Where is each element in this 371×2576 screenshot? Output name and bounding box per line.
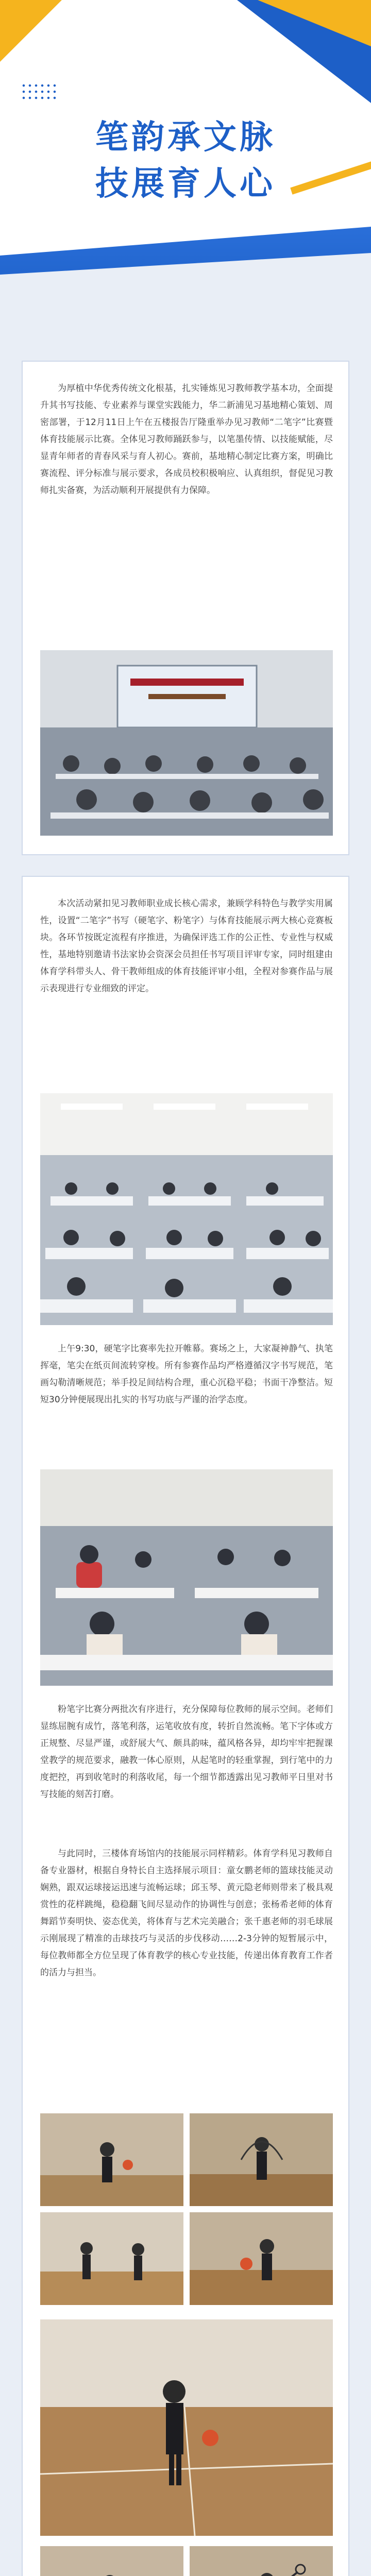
header-dot-pattern <box>21 82 57 101</box>
photo-sports-1 <box>40 2113 183 2206</box>
page-title-line2: 技展育人心 <box>95 165 276 203</box>
photo-dance <box>40 2546 183 2576</box>
photo-sports-2 <box>190 2113 333 2206</box>
photo-badminton <box>190 2546 333 2576</box>
photo-handwriting-contest <box>40 1469 333 1686</box>
sports-skills-paragraph: 与此同时，三楼体育场馆内的技能展示同样精彩。体育学科见习教师自备专业器材，根据自身特长自主选择展示项目：童女鹏老师的篮球技能灵动娴熟，跟双运球接运迅速与流畅运球；邱玉琴、黄元隐老师则带来了极具观赏性的花样跳绳，稳稳翻飞间尽显动作的协调性与创意；张杨希老师的体育舞蹈节奏明快、姿态优美，将体育与艺术完美融合；张千惠老师的羽毛球展示刚展现了精准的击球技巧与灵活的步伐移动……2-3分钟的短暂展示中，每位教师都全方位呈现了体育教学的核心专业技能，传递出体育教育工作者的活力与担当。 <box>40 1849 333 1978</box>
intro-paragraph: 为厚植中华优秀传统文化根基，扎实锤炼见习教师教学基本功，全面提升其书写技能、专业素养与课堂实践能力，华二新浦见习基地精心策划、周密部署，于12月11日上午在五楼报告厅隆重举办见习教师“二笔字”比赛暨体育技能展示比赛。全体见习教师踊跃参与，以笔墨传情、以技能赋能，尽显青年师者的青春风采与育人初心。赛前，基地精心制定比赛方案，明确比赛流程、评分标准与展示要求，各成员校积极响应、认真组织，督促见习教师扎实备赛，为活动顺利开展提供有力保障。 <box>40 383 333 496</box>
header-banner <box>0 0 371 309</box>
photo-sports-performance <box>40 2319 333 2536</box>
photo-sports-3 <box>40 2212 183 2305</box>
photo-sports-4 <box>190 2212 333 2305</box>
photo-auditorium <box>40 650 333 836</box>
header-yellow-left-corner <box>0 0 62 62</box>
header-yellow-corner <box>258 0 371 46</box>
intro-card <box>22 361 349 855</box>
handwriting-paragraph: 上午9:30，硬笔字比赛率先拉开帷幕。赛场之上，大家凝神静气、执笔挥毫，笔尖在纸页间流转穿梭。所有参赛作品均严格遵循汉字书写规范，笔画勾勒清晰规范；举手投足间结构合理，重心沉稳平稳；书面干净整洁。短短30分钟便展现出扎实的书写功底与严谨的治学态度。 <box>40 1344 333 1405</box>
format-paragraph: 本次活动紧扣见习教师职业成长核心需求，兼顾学科特色与教学实用属性，设置“二笔字”书写（硬笔字、粉笔字）与体育技能展示两大核心竞赛板块。各环节按既定流程有序推进，为确保评选工作的公正性、专业性与权威性，基地特别邀请书法家协会资深会员担任书写项目评审专家，同时组建由体育学科带头人、骨干教师组成的体育技能评审小组，全程对参赛作品与展示表现进行专业细致的评定。 <box>40 899 333 994</box>
photo-exam-hall-wide <box>40 1093 333 1325</box>
chalk-writing-paragraph: 粉笔字比赛分两批次有序进行，充分保障每位教师的展示空间。老师们显练屈腕有成竹，落笔利落，运笔收放有度，转折自然流畅。笔下字体或方正规整、尽显严谨，或舒展大气、颇具韵味，蕴风格各异，却均牢牢把握课堂教学的规范要求，融教一体心原则，从起笔时的轻重掌握，到行笔中的力度把控，再到收笔时的利落收尾，每一个细节都透露出见习教师平日里对书写技能的刻苦打磨。 <box>40 1704 333 1800</box>
page-title-line1: 笔韵承文脉 <box>95 118 276 157</box>
main-content-card <box>22 876 349 2576</box>
